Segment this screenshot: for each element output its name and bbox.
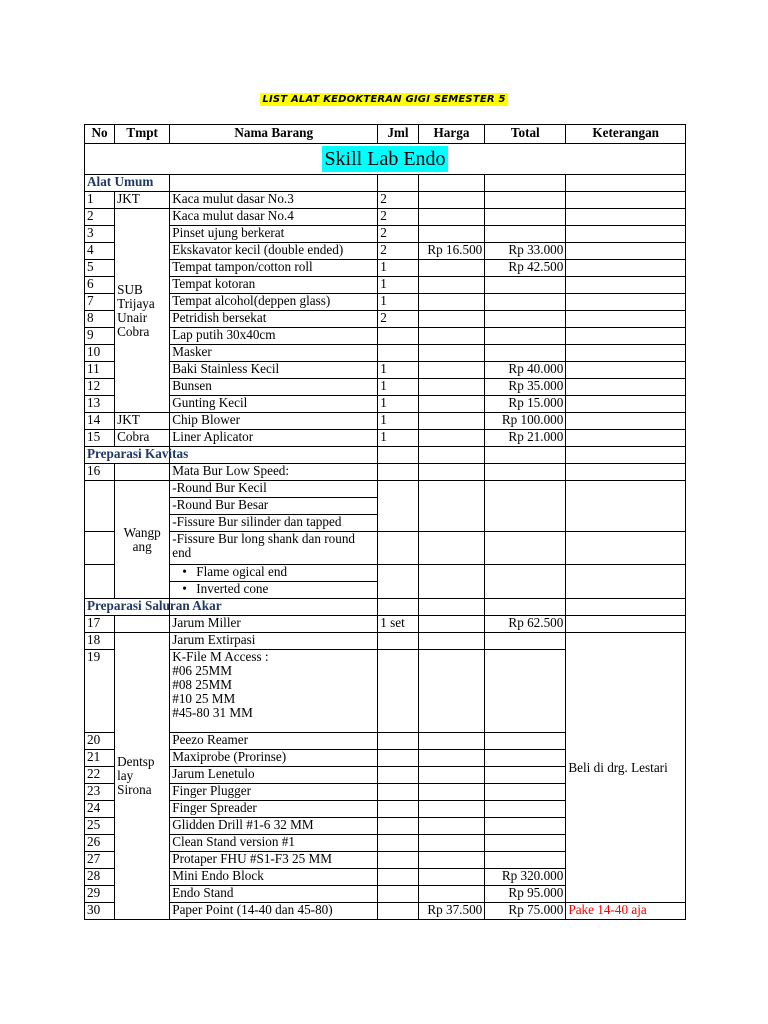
cell-total: Rp 21.000 — [485, 430, 566, 447]
cell-nama: Mata Bur Low Speed: — [170, 464, 378, 481]
cell-jml: 1 — [378, 413, 419, 430]
cell-harga — [418, 294, 485, 311]
empty-cell — [485, 175, 566, 192]
cell-no — [85, 532, 115, 565]
cell-harga: Rp 16.500 — [418, 243, 485, 260]
cell-harga — [418, 633, 485, 650]
cell-total — [485, 784, 566, 801]
header-harga: Harga — [418, 125, 485, 144]
cell-jml — [378, 733, 419, 750]
cell-keterangan — [566, 226, 686, 243]
cell-harga — [418, 464, 485, 481]
cell-keterangan — [566, 379, 686, 396]
header-keterangan: Keterangan — [566, 125, 686, 144]
cell-total — [485, 277, 566, 294]
cell-total — [485, 328, 566, 345]
table-row — [85, 294, 686, 311]
empty-cell — [418, 175, 485, 192]
cell-total — [485, 733, 566, 750]
cell-nama: Endo Stand — [170, 886, 378, 903]
cell-harga — [418, 430, 485, 447]
cell-nama: Petridish bersekat — [170, 311, 378, 328]
cell-harga — [418, 362, 485, 379]
cell-tmpt: JKT — [115, 413, 170, 430]
header-no: No — [85, 125, 115, 144]
cell-total — [485, 294, 566, 311]
cell-jml — [378, 801, 419, 818]
cell-no: 10 — [85, 345, 115, 362]
kfile-line: #08 25MM — [172, 677, 232, 692]
cell-total — [485, 311, 566, 328]
cell-harga — [418, 396, 485, 413]
cell-harga — [418, 616, 485, 633]
cell-harga — [418, 886, 485, 903]
cell-nama: Tempat alcohol(deppen glass) — [170, 294, 378, 311]
cell-nama: Jarum Extirpasi — [170, 633, 378, 650]
cell-nama: Pinset ujung berkerat — [170, 226, 378, 243]
cell-jml — [378, 869, 419, 886]
cell-jml — [378, 750, 419, 767]
cell-harga — [418, 277, 485, 294]
empty-cell — [485, 447, 566, 464]
cell-harga — [418, 565, 485, 599]
cell-nama: Lap putih 30x40cm — [170, 328, 378, 345]
cell-nama: Jarum Miller — [170, 616, 378, 633]
cell-jml: 1 — [378, 396, 419, 413]
cell-nama: Chip Blower — [170, 413, 378, 430]
cell-jml — [378, 328, 419, 345]
cell-total — [485, 650, 566, 733]
cell-no: 18 — [85, 633, 115, 650]
table-row — [85, 311, 686, 328]
empty-cell — [566, 599, 686, 616]
cell-total: Rp 35.000 — [485, 379, 566, 396]
table-row — [85, 379, 686, 396]
cell-nama: -Round Bur Kecil — [170, 481, 378, 498]
table-row — [85, 260, 686, 277]
cell-total — [485, 750, 566, 767]
group-label-preparasi-saluran: Preparasi Saluran Akar — [85, 599, 170, 616]
table-row — [85, 430, 686, 447]
cell-keterangan — [566, 260, 686, 277]
cell-harga — [418, 801, 485, 818]
table-row — [85, 532, 686, 565]
cell-nama: Finger Plugger — [170, 784, 378, 801]
cell-harga — [418, 328, 485, 345]
document-title — [0, 94, 768, 105]
cell-no — [85, 481, 115, 532]
cell-no: 27 — [85, 852, 115, 869]
cell-nama: Tempat kotoran — [170, 277, 378, 294]
cell-keterangan — [566, 464, 686, 481]
cell-no: 22 — [85, 767, 115, 784]
cell-tmpt: Cobra — [115, 430, 170, 447]
cell-no: 8 — [85, 311, 115, 328]
section-title-cell — [85, 144, 686, 175]
cell-jml — [378, 633, 419, 650]
cell-jml: 1 — [378, 260, 419, 277]
cell-no: 25 — [85, 818, 115, 835]
cell-keterangan — [566, 277, 686, 294]
cell-jml: 1 — [378, 430, 419, 447]
cell-nama: Tempat tampon/cotton roll — [170, 260, 378, 277]
cell-tmpt — [115, 464, 170, 481]
cell-total — [485, 226, 566, 243]
cell-total: Rp 15.000 — [485, 396, 566, 413]
cell-tmpt-wangpang: Wangp ang — [115, 481, 170, 599]
cell-keterangan — [566, 328, 686, 345]
table-row — [85, 616, 686, 633]
cell-nama: Paper Point (14-40 dan 45-80) — [170, 903, 378, 920]
cell-keterangan — [566, 532, 686, 565]
table-header-row — [85, 125, 686, 144]
header-jml: Jml — [378, 125, 419, 144]
cell-total — [485, 767, 566, 784]
cell-no: 14 — [85, 413, 115, 430]
cell-harga — [418, 345, 485, 362]
cell-harga — [418, 379, 485, 396]
cell-no: 19 — [85, 650, 115, 733]
cell-keterangan — [566, 209, 686, 226]
cell-harga — [418, 852, 485, 869]
cell-harga — [418, 650, 485, 733]
cell-nama: Bunsen — [170, 379, 378, 396]
table-row — [85, 903, 686, 920]
cell-keterangan — [566, 565, 686, 599]
cell-harga — [418, 767, 485, 784]
cell-harga — [418, 818, 485, 835]
cell-total — [485, 192, 566, 209]
equipment-table — [84, 124, 686, 920]
cell-harga — [418, 209, 485, 226]
section-title: Skill Lab Endo — [324, 148, 446, 170]
cell-nama: -Fissure Bur long shank dan round end — [170, 532, 378, 565]
cell-harga — [418, 750, 485, 767]
cell-jml: 2 — [378, 226, 419, 243]
cell-harga — [418, 192, 485, 209]
cell-no: 24 — [85, 801, 115, 818]
header-nama: Nama Barang — [170, 125, 378, 144]
cell-jml — [378, 767, 419, 784]
cell-keterangan — [566, 362, 686, 379]
cell-jml: 1 — [378, 362, 419, 379]
cell-tmpt-dentsply: Dentsp lay Sirona — [115, 633, 170, 920]
cell-jml: 1 set — [378, 616, 419, 633]
cell-no: 26 — [85, 835, 115, 852]
cell-no: 23 — [85, 784, 115, 801]
cell-jml — [378, 464, 419, 481]
cell-keterangan — [566, 396, 686, 413]
group-label-alat-umum: Alat Umum — [85, 175, 170, 192]
cell-nama: Glidden Drill #1-6 32 MM — [170, 818, 378, 835]
empty-cell — [566, 175, 686, 192]
cell-jml — [378, 835, 419, 852]
cell-no: 28 — [85, 869, 115, 886]
cell-keterangan — [566, 616, 686, 633]
cell-harga: Rp 37.500 — [418, 903, 485, 920]
group-row-preparasi-saluran — [85, 599, 686, 616]
empty-cell — [170, 175, 378, 192]
table-row — [85, 243, 686, 260]
cell-no: 20 — [85, 733, 115, 750]
cell-nama: Mini Endo Block — [170, 869, 378, 886]
cell-nama: -Round Bur Besar — [170, 498, 378, 515]
bullet-item: • Flame ogical end — [170, 565, 378, 582]
cell-no: 16 — [85, 464, 115, 481]
cell-no: 17 — [85, 616, 115, 633]
cell-nama: Clean Stand version #1 — [170, 835, 378, 852]
cell-harga — [418, 260, 485, 277]
empty-cell — [378, 599, 419, 616]
cell-nama: Kaca mulut dasar No.3 — [170, 192, 378, 209]
cell-total — [485, 835, 566, 852]
cell-no — [85, 565, 115, 599]
table-row — [85, 209, 686, 226]
cell-total: Rp 95.000 — [485, 886, 566, 903]
cell-jml: 1 — [378, 277, 419, 294]
cell-nama: Jarum Lenetulo — [170, 767, 378, 784]
cell-nama: -Fissure Bur silinder dan tapped — [170, 515, 378, 532]
table-row — [85, 277, 686, 294]
cell-no: 15 — [85, 430, 115, 447]
group-label-preparasi-kavitas: Preparasi Kavitas — [85, 447, 170, 464]
cell-jml — [378, 650, 419, 733]
section-row — [85, 144, 686, 175]
cell-total — [485, 532, 566, 565]
cell-no: 5 — [85, 260, 115, 277]
table-row — [85, 192, 686, 209]
cell-keterangan — [566, 311, 686, 328]
table-row — [85, 396, 686, 413]
cell-jml — [378, 852, 419, 869]
cell-keterangan — [566, 243, 686, 260]
cell-nama: Liner Aplicator — [170, 430, 378, 447]
cell-nama: Masker — [170, 345, 378, 362]
cell-no: 30 — [85, 903, 115, 920]
cell-no: 1 — [85, 192, 115, 209]
cell-keterangan — [566, 413, 686, 430]
cell-nama: Protaper FHU #S1-F3 25 MM — [170, 852, 378, 869]
cell-harga — [418, 481, 485, 532]
cell-keterangan-note: Pake 14-40 aja — [566, 903, 686, 920]
cell-total — [485, 633, 566, 650]
cell-no: 21 — [85, 750, 115, 767]
cell-keterangan — [566, 345, 686, 362]
cell-total — [485, 801, 566, 818]
cell-total: Rp 100.000 — [485, 413, 566, 430]
cell-total — [485, 209, 566, 226]
cell-no: 4 — [85, 243, 115, 260]
cell-harga — [418, 226, 485, 243]
cell-jml — [378, 481, 419, 532]
cell-total — [485, 345, 566, 362]
kfile-line: K-File M Access : — [172, 649, 269, 664]
cell-tmpt: JKT — [115, 192, 170, 209]
cell-no: 13 — [85, 396, 115, 413]
cell-keterangan-beli: Beli di drg. Lestari — [566, 633, 686, 903]
cell-total — [485, 481, 566, 532]
cell-total: Rp 40.000 — [485, 362, 566, 379]
cell-jml: 2 — [378, 209, 419, 226]
cell-harga — [418, 835, 485, 852]
cell-tmpt-sub: SUB Trijaya Unair Cobra — [115, 209, 170, 413]
cell-jml — [378, 565, 419, 599]
kfile-line: #06 25MM — [172, 663, 232, 678]
table-row — [85, 328, 686, 345]
cell-no: 11 — [85, 362, 115, 379]
empty-cell — [170, 447, 378, 464]
cell-harga — [418, 869, 485, 886]
cell-nama: Gunting Kecil — [170, 396, 378, 413]
cell-jml — [378, 784, 419, 801]
cell-jml — [378, 818, 419, 835]
cell-total — [485, 818, 566, 835]
cell-harga — [418, 733, 485, 750]
cell-no: 3 — [85, 226, 115, 243]
cell-no: 2 — [85, 209, 115, 226]
header-tmpt: Tmpt — [115, 125, 170, 144]
kfile-line: #10 25 MM — [172, 691, 236, 706]
cell-nama: Baki Stainless Kecil — [170, 362, 378, 379]
cell-nama: Peezo Reamer — [170, 733, 378, 750]
empty-cell — [485, 599, 566, 616]
cell-nama: Ekskavator kecil (double ended) — [170, 243, 378, 260]
empty-cell — [378, 447, 419, 464]
table-row — [85, 464, 686, 481]
cell-jml: 1 — [378, 379, 419, 396]
cell-jml: 2 — [378, 243, 419, 260]
cell-jml — [378, 903, 419, 920]
table-row — [85, 362, 686, 379]
cell-total — [485, 852, 566, 869]
cell-harga — [418, 784, 485, 801]
cell-nama: Maxiprobe (Prorinse) — [170, 750, 378, 767]
group-row-preparasi-kavitas — [85, 447, 686, 464]
empty-cell — [378, 175, 419, 192]
table-row — [85, 226, 686, 243]
cell-total: Rp 320.000 — [485, 869, 566, 886]
cell-keterangan — [566, 430, 686, 447]
cell-total — [485, 464, 566, 481]
cell-no: 29 — [85, 886, 115, 903]
cell-jml: 1 — [378, 294, 419, 311]
document-title-text: LIST ALAT KEDOKTERAN GIGI SEMESTER 5 — [262, 94, 506, 105]
cell-no: 6 — [85, 277, 115, 294]
cell-keterangan — [566, 294, 686, 311]
empty-cell — [418, 599, 485, 616]
cell-total: Rp 62.500 — [485, 616, 566, 633]
cell-total: Rp 42.500 — [485, 260, 566, 277]
cell-no: 12 — [85, 379, 115, 396]
cell-keterangan — [566, 481, 686, 532]
cell-jml — [378, 345, 419, 362]
cell-jml — [378, 532, 419, 565]
table-row — [85, 633, 686, 650]
cell-nama: Kaca mulut dasar No.4 — [170, 209, 378, 226]
cell-nama — [170, 650, 378, 733]
cell-no: 9 — [85, 328, 115, 345]
cell-harga — [418, 413, 485, 430]
cell-total — [485, 565, 566, 599]
cell-total: Rp 75.000 — [485, 903, 566, 920]
cell-no: 7 — [85, 294, 115, 311]
group-row-alat-umum — [85, 175, 686, 192]
cell-keterangan — [566, 192, 686, 209]
header-total: Total — [485, 125, 566, 144]
cell-tmpt — [115, 616, 170, 633]
cell-jml: 2 — [378, 311, 419, 328]
cell-harga — [418, 532, 485, 565]
table-row — [85, 481, 686, 498]
empty-cell — [566, 447, 686, 464]
cell-jml — [378, 886, 419, 903]
table-row — [85, 413, 686, 430]
cell-nama: Finger Spreader — [170, 801, 378, 818]
table-row — [85, 565, 686, 582]
cell-total: Rp 33.000 — [485, 243, 566, 260]
empty-cell — [418, 447, 485, 464]
kfile-line: #45-80 31 MM — [172, 705, 253, 720]
table-row — [85, 345, 686, 362]
cell-jml: 2 — [378, 192, 419, 209]
bullet-item: • Inverted cone — [170, 582, 378, 599]
cell-harga — [418, 311, 485, 328]
